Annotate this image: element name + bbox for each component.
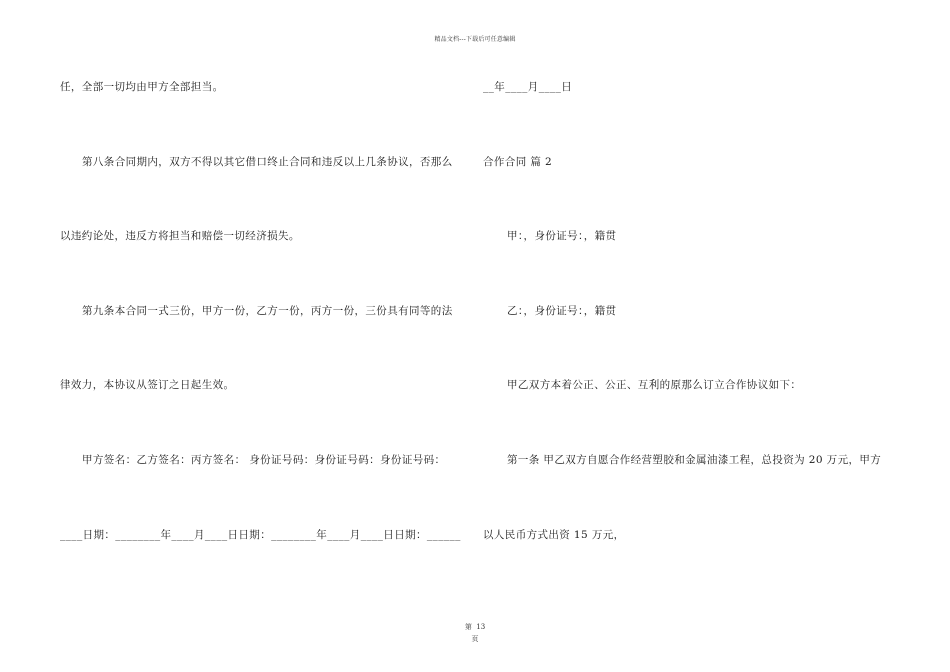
left-line-7: ____日期：________年____月____日日期：________年____月____日日期：______ <box>60 529 461 541</box>
left-line-1: 任，全部一切均由甲方全部担当。 <box>60 81 224 93</box>
right-line-4: 乙：，身份证号：，籍贯 <box>507 305 617 317</box>
left-line-4: 第九条本合同一式三份，甲方一份，乙方一份，丙方一份，三份具有同等的法 <box>82 305 453 317</box>
right-line-7: 以人民币方式出资 15 万元， <box>483 529 625 541</box>
page-header: 精品文档---下载后可任意编辑 <box>434 36 516 43</box>
right-line-1: __年____月____日 <box>483 81 573 93</box>
left-line-2: 第八条合同期内，双方不得以其它借口终止合同和违反以上几条协议，否那么 <box>82 156 453 168</box>
page-number-suffix: 页 <box>471 635 479 643</box>
right-line-6: 第一条 甲乙双方自愿合作经营塑胶和金属油漆工程，总投资为 20 万元，甲方 <box>507 454 882 466</box>
left-line-3: 以违约论处，违反方将担当和赔偿一切经济损失。 <box>60 230 300 242</box>
left-line-5: 律效力，本协议从签订之日起生效。 <box>60 379 235 391</box>
right-line-3: 甲：，身份证号：，籍贯 <box>507 230 617 242</box>
right-line-5: 甲乙双方本着公正、公正、互利的原那么订立合作协议如下： <box>507 379 802 391</box>
left-line-6: 甲方签名：乙方签名：丙方签名： 身份证号码：身份证号码：身份证号码： <box>82 454 446 466</box>
page-number: 第 13 <box>464 623 486 631</box>
right-line-2: 合作合同 篇 2 <box>483 156 553 168</box>
